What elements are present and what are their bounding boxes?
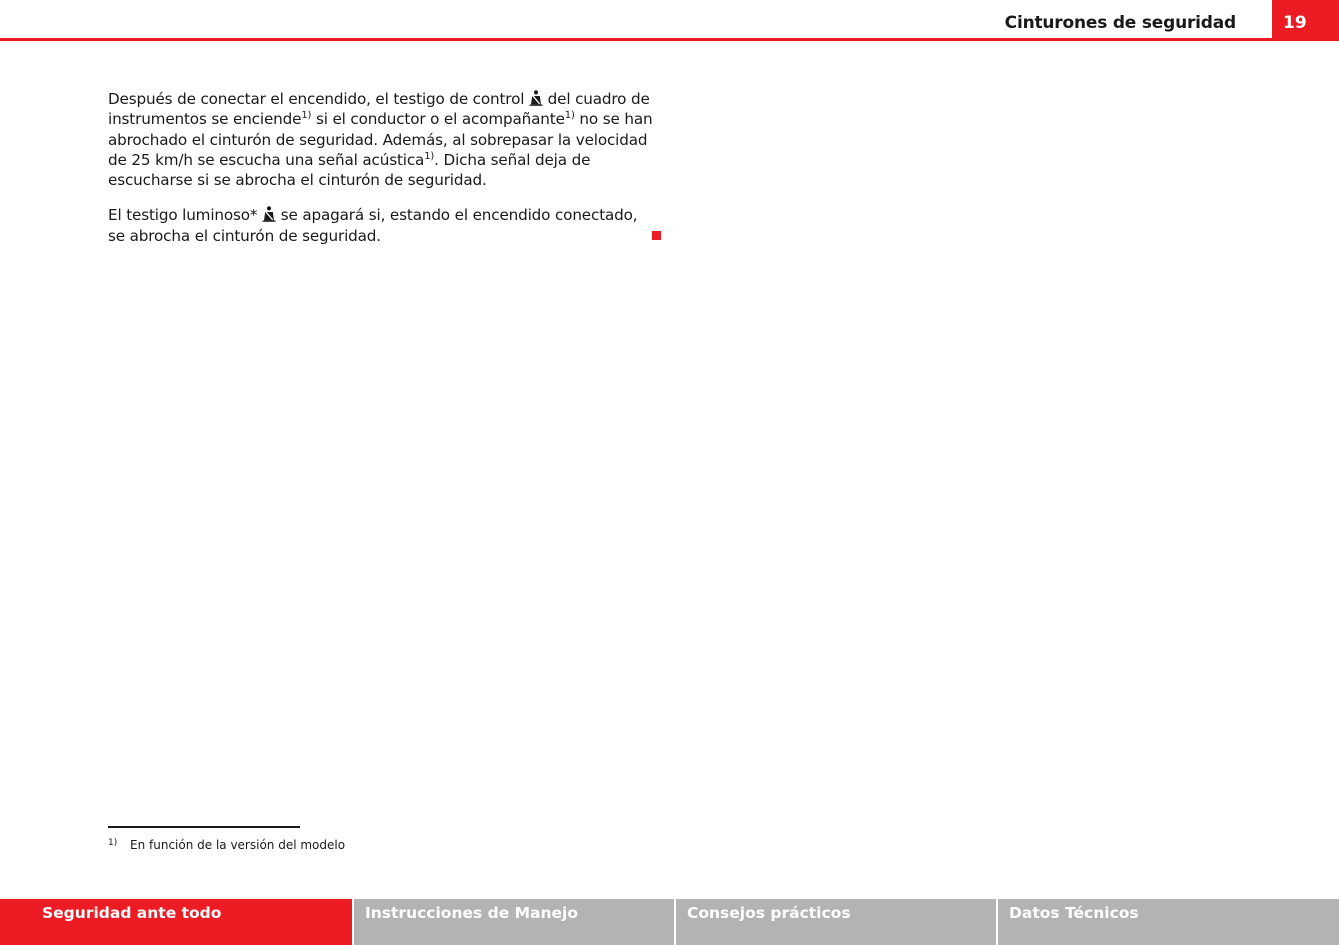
footnote <box>108 838 345 852</box>
main-text <box>108 89 653 261</box>
end-of-section-marker <box>652 231 661 240</box>
text-span: Después de conectar el encendido, el testigo de control <box>108 90 529 108</box>
footnote-rule <box>108 826 300 828</box>
text-span: . Dicha señal deja de escucharse si se abrocha el cinturón de seguridad. <box>108 150 591 190</box>
header-rule <box>0 38 1339 41</box>
footnote-ref: 1) <box>424 150 435 162</box>
text-span: no se han abrochado el cinturón de seguridad. Además, al sobrepasar la velocidad de 25 km/h se escucha una señal acústica <box>108 110 653 169</box>
chapter-tabs <box>0 899 1339 945</box>
footnote-ref: 1) <box>564 110 575 122</box>
tab-seguridad-ante-todo[interactable]: Seguridad ante todo <box>0 899 352 945</box>
footnote-mark: 1) <box>108 838 118 848</box>
tab-datos-tecnicos[interactable]: Datos Técnicos <box>998 899 1339 945</box>
text-span: del cuadro de instrumentos se enciende <box>108 90 650 129</box>
tab-instrucciones-de-manejo[interactable]: Instrucciones de Manejo <box>354 899 674 945</box>
tab-consejos-practicos[interactable]: Consejos prácticos <box>676 899 996 945</box>
page-number: 19 <box>1272 0 1339 41</box>
paragraph-2 <box>108 205 653 246</box>
footnote-ref: 1) <box>301 110 312 122</box>
text-span: se apagará si, estando el encendido conectado, se abrocha el cinturón de seguridad. <box>108 206 638 245</box>
seatbelt-warning-icon <box>529 90 543 106</box>
section-title: Cinturones de seguridad <box>1004 13 1236 33</box>
text-span: El testigo luminoso* <box>108 206 263 225</box>
footnote-text: En función de la versión del modelo <box>130 838 346 852</box>
seatbelt-warning-icon <box>262 206 276 222</box>
paragraph-1 <box>108 89 653 190</box>
text-span: si el conductor o el acompañante <box>311 110 565 129</box>
page-header <box>0 0 1339 41</box>
